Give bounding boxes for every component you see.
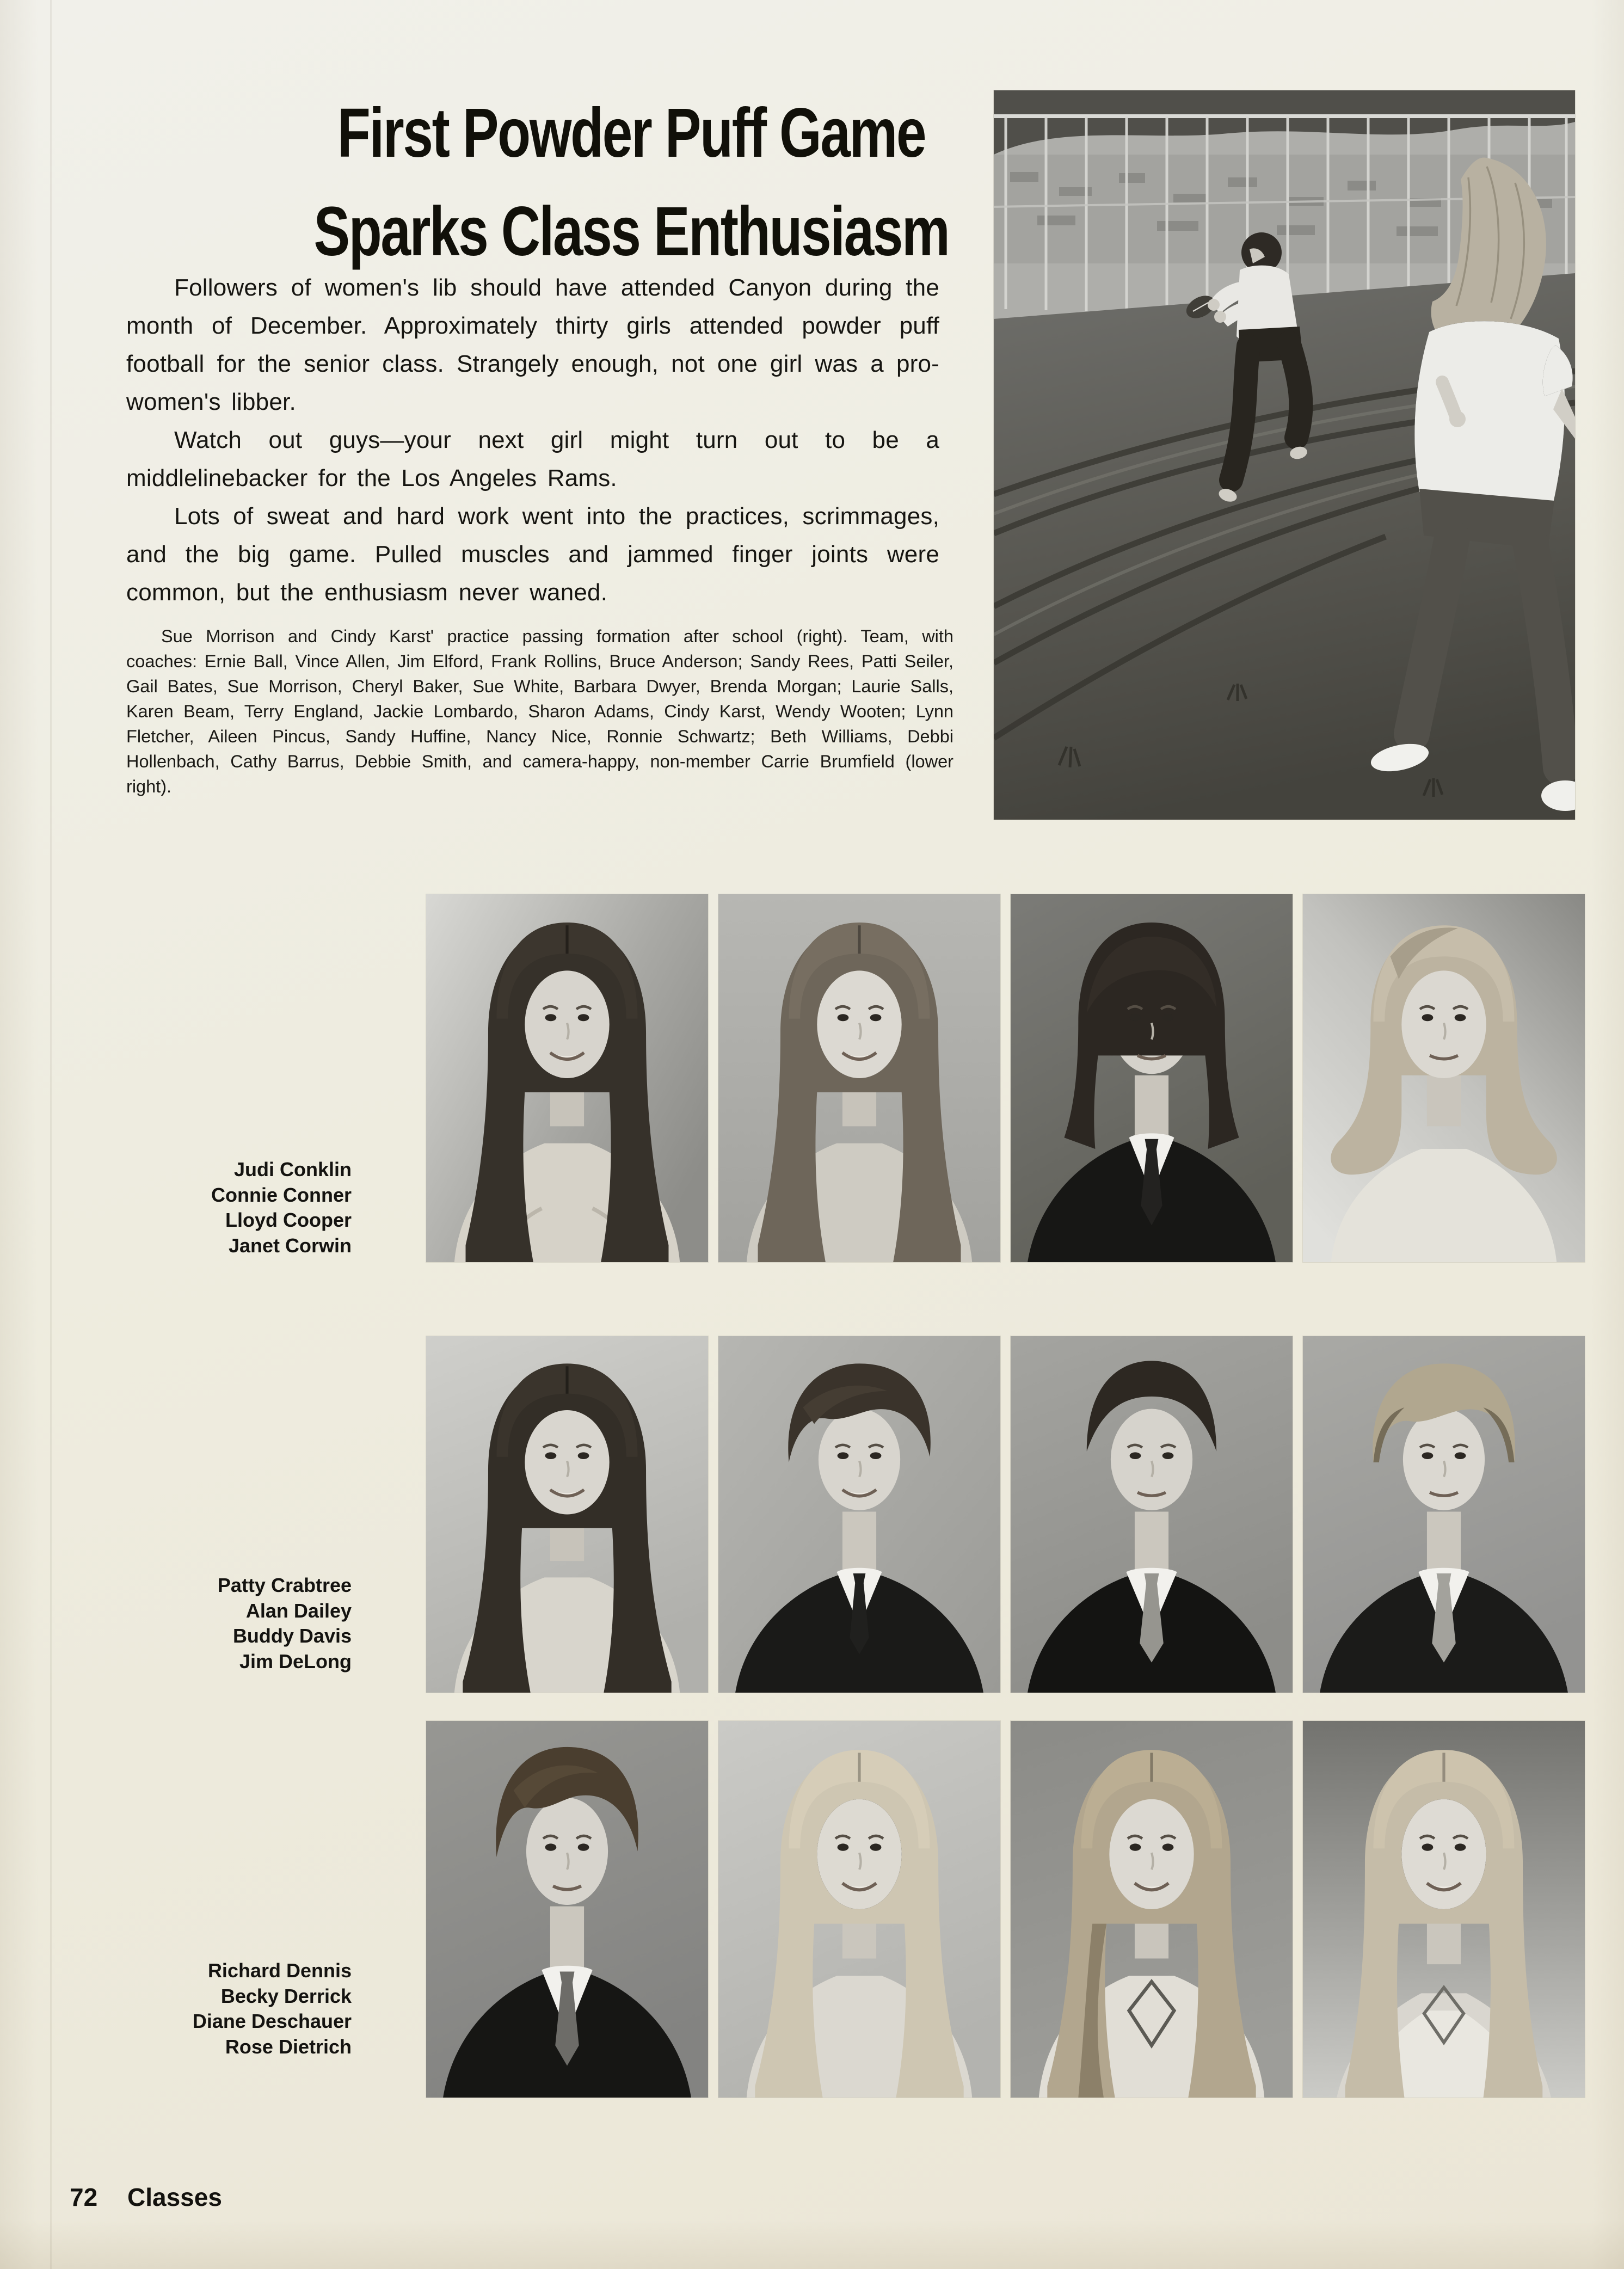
name-label: Becky Derrick [220,1984,352,2007]
portrait-becky-derrick [718,1721,1000,2098]
name-label: Connie Conner [211,1183,352,1206]
page-title-line2: Sparks Class Enthusiasm [313,193,949,271]
portrait-judi-conklin [426,894,708,1262]
portrait-illustration [718,1336,1000,1693]
portrait-illustration [718,894,1000,1262]
article-paragraph-1: Followers of women's lib should have attended Canyon during the month of December. Approximately thirty girls attended powder puff football for the senior class. Strangely enough, not one girl was a pro-women's libber. [126,274,939,415]
portrait-buddy-davis [1011,1336,1293,1693]
name-list-row-3 [124,1958,352,2059]
portrait-janet-corwin [1303,894,1585,1262]
action-photo-illustration [994,90,1575,820]
portrait-alan-dailey [718,1336,1000,1693]
portrait-illustration [426,1721,708,2098]
name-label: Patty Crabtree [217,1574,352,1596]
portrait-patty-crabtree [426,1336,708,1693]
page-title-line1: First Powder Puff Game [337,94,926,172]
name-list-row-2 [124,1573,352,1674]
portrait-lloyd-cooper [1011,894,1293,1262]
portrait-illustration [1011,1721,1293,2098]
portrait-illustration [1011,894,1293,1262]
portrait-diane-deschauer [1011,1721,1293,2098]
portrait-illustration [426,894,708,1262]
name-list-row-1 [124,1157,352,1258]
article-paragraph-3: Lots of sweat and hard work went into the practices, scrimmages, and the big game. Pulled muscles and jammed finger joints were common, but the enthusiasm never waned. [126,503,939,606]
portrait-illustration [718,1721,1000,2098]
name-label: Diane Deschauer [192,2010,352,2032]
name-label: Richard Dennis [207,1959,352,1982]
portrait-illustration [1303,1336,1585,1693]
page-title [196,94,1067,271]
portrait-illustration [1011,1336,1293,1693]
portrait-jim-delong [1303,1336,1585,1693]
portrait-illustration [426,1336,708,1693]
portrait-richard-dennis [426,1721,708,2098]
portrait-rose-dietrich [1303,1721,1585,2098]
page-number: 72 [70,2183,98,2211]
powder-puff-action-photo [994,90,1575,820]
name-label: Janet Corwin [228,1234,352,1257]
name-label: Buddy Davis [232,1625,352,1647]
name-label: Rose Dietrich [225,2035,352,2058]
name-label: Lloyd Cooper [225,1209,352,1231]
name-label: Judi Conklin [234,1158,352,1180]
portrait-connie-conner [718,894,1000,1262]
portrait-illustration [1303,894,1585,1262]
article-body [126,269,939,612]
section-label: Classes [127,2183,222,2211]
portrait-illustration [1303,1721,1585,2098]
article-paragraph-2: Watch out guys—your next girl might turn out to be a middlelinebacker for the Los Angeles Rams. [126,427,939,491]
name-label: Jim DeLong [239,1650,352,1672]
name-label: Alan Dailey [245,1599,352,1622]
photo-caption: Sue Morrison and Cindy Karst' practice passing formation after school (right). Team, with coaches: Ernie Ball, Vince Allen, Jim Elford, Frank Rollins, Bruce Anderson; Sandy Rees, Patti Seiler, Gail Bates, Sue Morrison, Cheryl Baker, Sue White, Barbara Dwyer, Brenda Morgan; Laurie Salls, Karen Beam, Terry England, Jackie Lombardo, Sharon Adams, Cindy Karst, Wendy Wooten; Lynn Fletcher, Aileen Pincus, Sandy Huffine, Nancy Nice, Ronnie Schwartz; Beth Williams, Debbi Hollenbach, Cathy Barrus, Debbie Smith, and camera-happy, non-member Carrie Brumfield (lower right). [126,626,954,796]
